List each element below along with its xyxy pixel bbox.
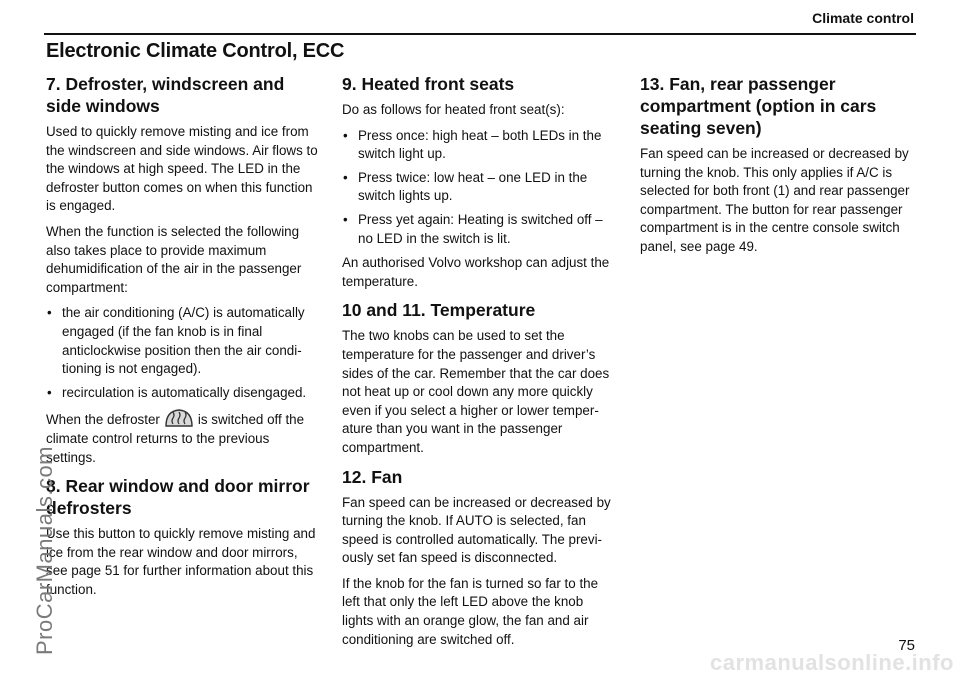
section-heading-defroster: 7. Defroster, windscreen and side windows [46, 74, 285, 116]
page-title: Electronic Climate Control, ECC [46, 40, 345, 62]
section-heading-fan: 12. Fan [342, 466, 403, 487]
section-heading-temperature: 10 and 11. Temperature [342, 300, 536, 321]
watermark-side: ProCarManuals.com [32, 445, 57, 655]
paragraph: An authorised Volvo workshop can adjust the temperature. [342, 255, 610, 289]
section-temperature [342, 299, 618, 457]
paragraph: If the knob for the fan is turned so far to the left that only the left LED above the knob lights with an orange glow, the fan and air conditioning are switched off. [342, 575, 599, 647]
list-item: • recirculation is automatically disengaged. [46, 384, 322, 403]
section-heading-heated-seats: 9. Heated front seats [342, 74, 515, 94]
section-heading-rear-window: 8. Rear window and door mirror defrosters [46, 476, 310, 519]
windscreen-defroster-icon [164, 408, 194, 428]
page-number: 75 [898, 637, 915, 654]
column-1 [46, 73, 322, 606]
running-head: Climate control [812, 10, 914, 26]
paragraph-defroster-off [46, 408, 322, 467]
section-fan [342, 466, 618, 650]
bullet-list [342, 127, 618, 249]
watermark-footer: carmanualsonline.info [710, 650, 954, 675]
section-rear-fan [640, 73, 916, 257]
bullet-list [46, 304, 322, 402]
list-item: • Press once: high heat – both LEDs in the switch light up. [342, 127, 618, 164]
paragraph: Do as follows for heated front seat(s): [342, 102, 565, 117]
section-heading-rear-fan: 13. Fan, rear passenger compartment (option in cars seating seven) [640, 74, 877, 138]
paragraph: Used to quickly remove misting and ice from the windscreen and side windows. Air flows to the windows at high speed. The LED in the defroster button comes on when this function is engaged. [46, 124, 318, 214]
column-3 [640, 73, 916, 264]
list-item: • Press yet again: Heating is switched off – no LED in the switch is lit. [342, 211, 618, 248]
section-rear-window [46, 475, 322, 599]
text-fragment: When the defroster [46, 412, 160, 428]
paragraph: When the function is selected the following also takes place to provide maximum dehumidification of the air in the passenger compartment: [46, 223, 302, 295]
paragraph: The two knobs can be used to set the temperature for the passenger and driver’s sides of the car. Remember that the car does not heat up or cool down any more quickly even if you select a higher or lower temper-ature than you want in the passenger compartment. [342, 328, 610, 455]
text-fragment: is switched off the climate control returns to the previous settings. [46, 412, 305, 465]
section-defroster [46, 73, 322, 467]
paragraph: Fan speed can be increased or decreased by turning the knob. This only applies if A/C is selected for both front (1) and rear passenger compartment. The button for rear passenger compartment is in the centre console switch panel, see page 49. [640, 146, 910, 254]
paragraph: Use this button to quickly remove misting and ice from the rear window and door mirrors, see page 51 for further information about this function. [46, 526, 316, 597]
list-item: • the air conditioning (A/C) is automatically engaged (if the fan knob is in final anticlockwise position then the air condi-tioning is not engaged). [46, 304, 322, 378]
header-rule [44, 33, 916, 35]
section-heated-seats [342, 73, 618, 291]
list-item: • Press twice: low heat – one LED in the switch lights up. [342, 169, 618, 206]
paragraph: Fan speed can be increased or decreased by turning the knob. If AUTO is selected, fan speed is controlled automatically. The previ-ously set fan speed is disconnected. [342, 494, 611, 566]
column-2 [342, 73, 618, 656]
